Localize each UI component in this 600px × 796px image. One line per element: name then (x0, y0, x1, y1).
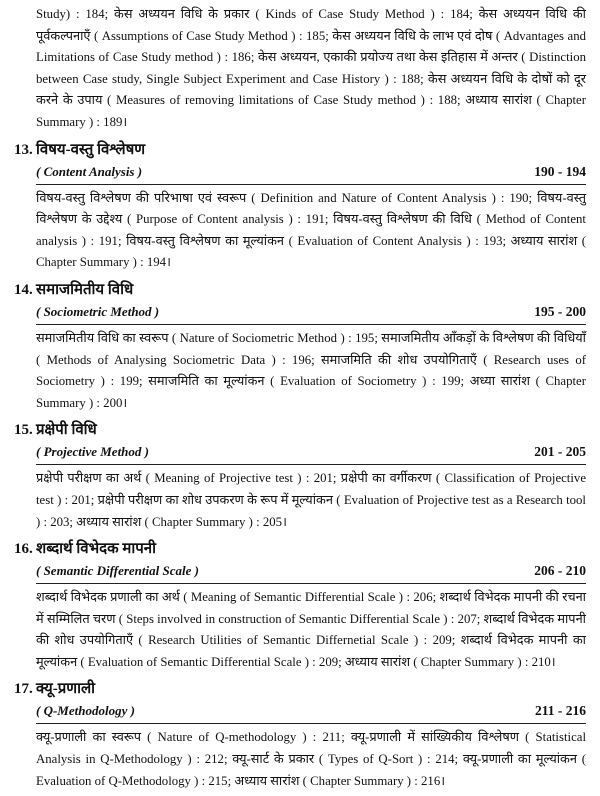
chapter-contents: शब्दार्थ विभेदक प्रणाली का अर्थ ( Meaning of Semantic Differential Scale ) : 206; शब्दार्थ विभेदक मापनी की रचना में सम्मिलित चरण ( Steps involved in construction of Semantic Differential Scale ) : 207; शब्दार्थ विभेदक मापनी की शोध उपयोगिताएँ ( Research Utilities of Semantic Differnetial Scale ) : 209; शब्दार्थ विभेदक मापनी का मूल्यांकन ( Evaluation of Semantic Differential Scale ) : 209; अध्याय सारांश ( Chapter Summary ) : 210। (36, 590, 586, 669)
chapter-subtitle: ( Sociometric Method ) (36, 303, 160, 319)
chapter-number: 14. (14, 281, 33, 298)
chapter-number: 17. (14, 681, 33, 698)
page-range: 190 - 194 (534, 163, 586, 179)
chapter-title-hindi: शब्दार्थ विभेदक मापनी (36, 541, 156, 558)
chapter-heading (14, 280, 586, 301)
divider (36, 464, 586, 465)
chapter-subtitle: ( Projective Method ) (36, 444, 149, 460)
divider (36, 324, 586, 325)
chapter-number: 15. (14, 422, 33, 439)
subtitle-row (14, 161, 586, 182)
chapter-subtitle: ( Q-Methodology ) (36, 703, 135, 719)
chapter-contents: प्रक्षेपी परीक्षण का अर्थ ( Meaning of Projective test ) : 201; प्रक्षेपी का वर्गीकरण ( Classification of Projective test ) : 201; प्रक्षेपी परीक्षण का शोध उपकरण के रूप में मूल्यांकन ( Evaluation of Projective test as a Research tool ) : 203; अध्याय सारांश ( Chapter Summary ) : 205। (36, 471, 586, 529)
chapter-title (14, 539, 156, 560)
chapter-heading (14, 679, 586, 700)
intro-paragraph: Study) : 184; केस अध्ययन विधि के प्रकार ( Kinds of Case Study Method ) : 184; केस अध्ययन विधि की पूर्वकल्पनाएँ ( Assumptions of Case Study Method ) : 185; केस अध्ययन विधि के लाभ एवं दोष ( Advantages and Limitations of Case Study method ) : 186; केस अध्ययन, एकाकी प्रयोज्य तथा केस इतिहास में अन्तर ( Distinction between Case study, Single Subject Experiment and Case History ) : 188; केस अध्ययन विधि के दोषों को दूर करने के उपाय ( Measures of removing limitations of Case Study method ) : 188; अध्याय सारांश ( Chapter Summary ) : 189। (36, 7, 586, 129)
chapter-heading (14, 539, 586, 560)
chapter-number: 13. (14, 141, 33, 158)
chapter-subtitle: ( Semantic Differential Scale ) (36, 563, 199, 579)
chapter-heading (14, 140, 586, 161)
chapter-title-hindi: प्रक्षेपी विधि (36, 422, 97, 439)
subtitle-row (14, 301, 586, 322)
page-range: 206 - 210 (534, 563, 586, 579)
subtitle-row (14, 700, 586, 721)
divider (36, 723, 586, 724)
chapter-16 (14, 539, 586, 673)
chapter-heading (14, 420, 586, 441)
chapter-14 (14, 280, 586, 414)
chapter-title (14, 420, 97, 441)
chapter-title (14, 280, 133, 301)
page-range: 211 - 216 (534, 703, 586, 719)
chapter-17 (14, 679, 586, 792)
chapter-15 (14, 420, 586, 533)
chapter-title-hindi: विषय-वस्तु विश्लेषण (36, 141, 146, 158)
chapter-title-hindi: समाजमितीय विधि (36, 281, 134, 298)
chapter-contents: समाजमितीय विधि का स्वरूप ( Nature of Sociometric Method ) : 195; समाजमितीय आँकड़ों के विश्लेषण की विधियाँ ( Methods of Analysing Sociometric Data ) : 196; समाजमिति की शोध उपयोगिताएँ ( Research uses of Sociometry ) : 199; समाजमिति का मूल्यांकन ( Evaluation of Sociometry ) : 199; अध्या सारांश ( Chapter Summary ) : 200। (36, 330, 586, 410)
chapter-subtitle: ( Content Analysis ) (36, 163, 143, 179)
page-range: 195 - 200 (534, 303, 586, 319)
page-range: 201 - 205 (534, 444, 586, 460)
chapter-contents: विषय-वस्तु विश्लेषण की परिभाषा एवं स्वरूप ( Definition and Nature of Content Analysis ) : 190; विषय-वस्तु विश्लेषण के उद्देश्य ( Purpose of Content analysis ) : 191; विषय-वस्तु विश्लेषण की विधि ( Method of Content analysis ) : 191; विषय-वस्तु विश्लेषण का मूल्यांकन ( Evaluation of Content Analysis ) : 193; अध्याय सारांश ( Chapter Summary ) : 194। (36, 190, 586, 270)
chapter-title (14, 679, 95, 700)
subtitle-row (14, 441, 586, 462)
subtitle-row (14, 560, 586, 581)
chapter-title-hindi: क्यू-प्रणाली (36, 681, 96, 698)
chapter-contents: क्यू-प्रणाली का स्वरूप ( Nature of Q-methodology ) : 211; क्यू-प्रणाली में सांख्यिकीय विश्लेषण ( Statistical Analysis in Q-Methodology ) : 212; क्यू-सार्ट के प्रकार ( Types of Q-Sort ) : 214; क्यू-प्रणाली का मूल्यांकन ( Evaluation of Q-Methodology ) : 215; अध्याय सारांश ( Chapter Summary ) : 216। (36, 730, 586, 788)
chapter-13 (14, 140, 586, 274)
divider (36, 583, 586, 584)
chapter-number: 16. (14, 541, 33, 558)
divider (36, 184, 586, 185)
chapter-title (14, 140, 145, 161)
